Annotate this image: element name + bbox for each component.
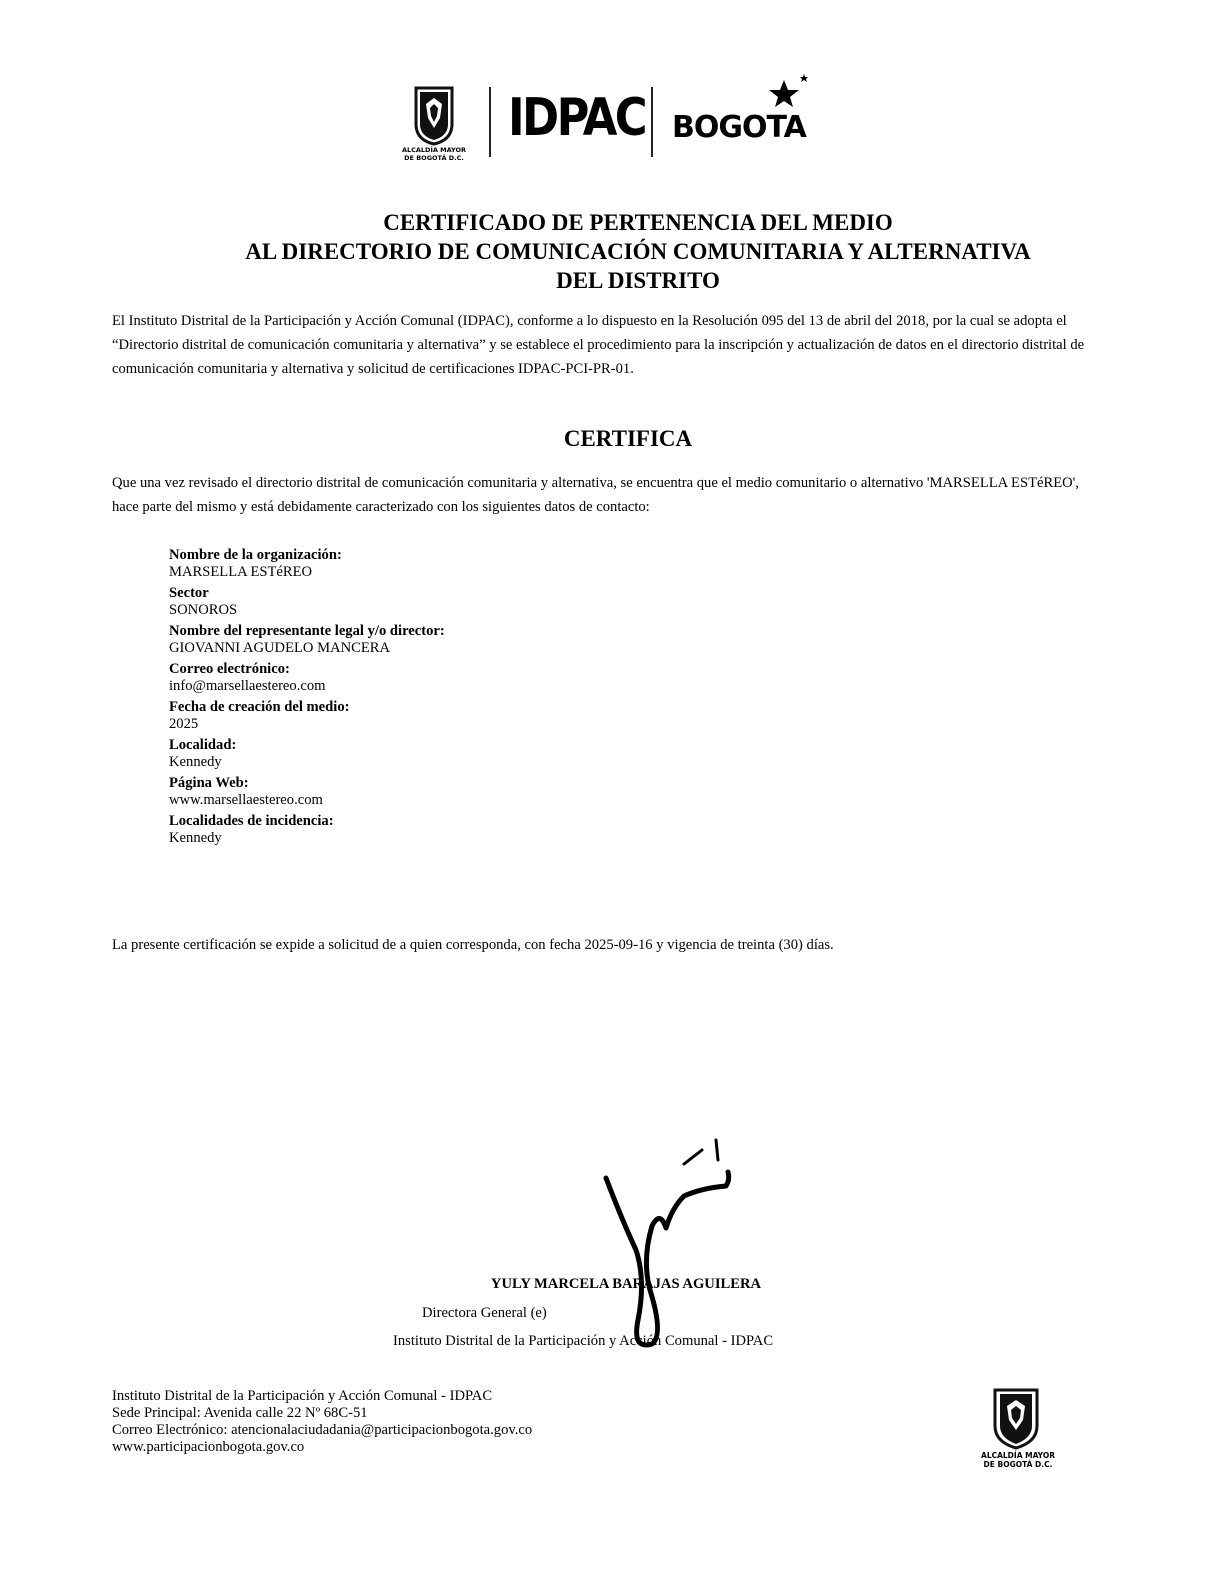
field-label: Sector [169, 585, 209, 601]
field-locality [169, 737, 869, 771]
signer-organization: Instituto Distrital de la Participación y Acción Comunal - IDPAC [393, 1333, 774, 1349]
star-icon [762, 72, 814, 122]
alcaldia-seal-logo [396, 84, 472, 164]
certification-paragraph: Que una vez revisado el directorio distrital de comunicación comunitaria y alternativa, se encuentra que el medio comunitario o alternativo 'MARSELLA ESTéREO', hace parte del mismo y está debidamente caracterizado con los siguientes datos de contacto: [112, 475, 1079, 515]
field-value: MARSELLA ESTéREO [169, 564, 313, 580]
footer-line: Instituto Distrital de la Participación y Acción Comunal - IDPAC [112, 1388, 493, 1404]
field-website [169, 775, 869, 809]
field-sector [169, 585, 869, 619]
field-email [169, 661, 869, 695]
seal-caption-1: ALCALDÍA MAYOR [981, 1451, 1055, 1460]
field-value: Kennedy [169, 754, 222, 770]
alcaldia-seal-logo [975, 1386, 1061, 1470]
title-line-1: CERTIFICADO DE PERTENENCIA DEL MEDIO [383, 210, 893, 235]
signer-role: Directora General (e) [422, 1305, 547, 1321]
field-label: Localidades de incidencia: [169, 813, 334, 829]
seal-caption-2: DE BOGOTÁ D.C. [983, 1460, 1053, 1469]
field-incidence-localities [169, 813, 869, 847]
title-line-3: DEL DISTRITO [556, 268, 720, 293]
footer-contact [112, 1388, 712, 1456]
field-label: Página Web: [169, 775, 249, 791]
field-label: Nombre del representante legal y/o director: [169, 623, 445, 639]
certificate-title [0, 208, 1224, 295]
header-divider [489, 87, 491, 157]
handwritten-signature [592, 1130, 742, 1360]
field-value: www.marsellaestereo.com [169, 792, 323, 808]
contact-data-list [169, 547, 869, 851]
seal-caption-2: DE BOGOTÁ D.C. [404, 154, 464, 162]
title-line-2: AL DIRECTORIO DE COMUNICACIÓN COMUNITARIA Y ALTERNATIVA [245, 239, 1031, 264]
field-label: Correo electrónico: [169, 661, 290, 677]
field-value: GIOVANNI AGUDELO MANCERA [169, 640, 391, 656]
footer-line: www.participacionbogota.gov.co [112, 1439, 305, 1455]
bogota-logo-text: BOGOTA [672, 110, 806, 145]
field-label: Localidad: [169, 737, 237, 753]
bogota-logo [670, 72, 820, 152]
certifica-heading: CERTIFICA [563, 426, 693, 451]
seal-caption-1: ALCALDÍA MAYOR [401, 146, 467, 154]
footer-line: Sede Principal: Avenida calle 22 Nº 68C-51 [112, 1405, 368, 1421]
footer-line: Correo Electrónico: atencionalaciudadania@participacionbogota.gov.co [112, 1422, 533, 1438]
field-organization [169, 547, 869, 581]
issuance-paragraph: La presente certificación se expide a solicitud de a quien corresponda, con fecha 2025-09-16 y vigencia de treinta (30) días. [112, 937, 834, 953]
field-label: Fecha de creación del medio: [169, 699, 350, 715]
idpac-logo: IDPAC [508, 88, 645, 148]
field-label: Nombre de la organización: [169, 547, 342, 563]
signer-name: YULY MARCELA BARAJAS AGUILERA [490, 1276, 762, 1292]
field-value: SONOROS [169, 602, 238, 618]
field-value: Kennedy [169, 830, 222, 846]
field-value: info@marsellaestereo.com [169, 678, 326, 694]
field-creation-date [169, 699, 869, 733]
intro-paragraph: El Instituto Distrital de la Participación y Acción Comunal (IDPAC), conforme a lo dispuesto en la Resolución 095 del 13 de abril del 2018, por la cual se adopta el “Directorio distrital de comunicación comunitaria y alternativa” y se establece el procedimiento para la inscripción y actualización de datos en el directorio distrital de comunicación comunitaria y alternativa y solicitud de certificaciones IDPAC-PCI-PR-01. [112, 313, 1085, 377]
header-divider [651, 87, 653, 157]
field-representative [169, 623, 869, 657]
field-value: 2025 [169, 716, 199, 732]
